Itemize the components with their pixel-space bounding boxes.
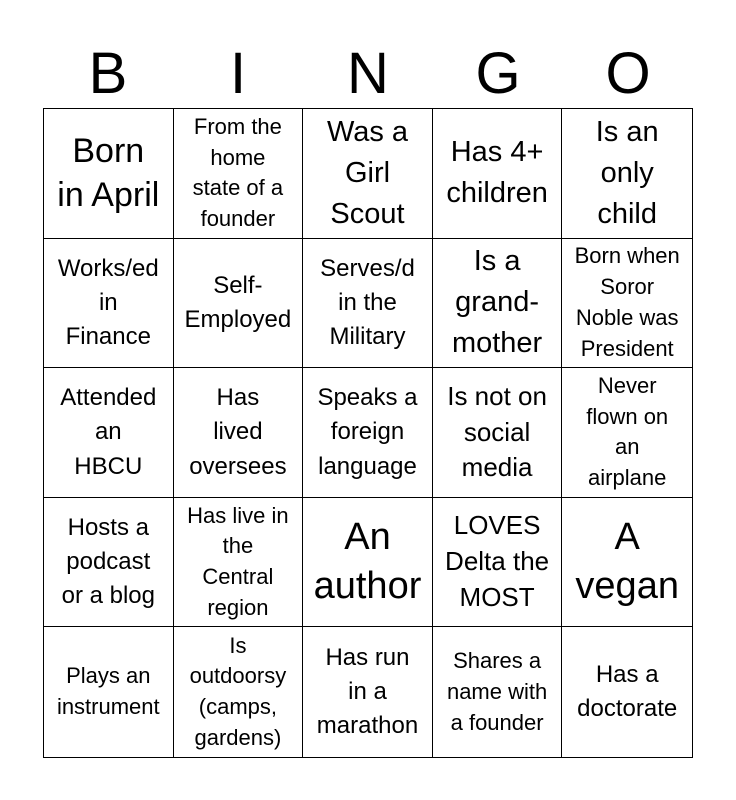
bingo-board [43, 108, 693, 758]
bingo-cell-r5-c1 [44, 627, 174, 757]
bingo-cell-r4-c4 [433, 498, 563, 628]
bingo-cell-text: Hosts a podcast or a blog [61, 513, 155, 610]
bingo-cell-text: Has a doctorate [577, 661, 678, 723]
bingo-cell-text: Has 4+ children [446, 136, 548, 210]
bingo-cell-text: Born when Soror Noble was President [574, 243, 680, 361]
bingo-cell-r3-c3 [303, 368, 433, 498]
bingo-cell-text: Born in April [57, 132, 160, 215]
bingo-cell-r3-c2 [174, 368, 304, 498]
bingo-cell-text: Has live in the Central region [187, 502, 289, 620]
bingo-cell-text: Plays an instrument [56, 663, 160, 720]
bingo-cell-text: Has run in a marathon [316, 644, 419, 740]
bingo-cell-text: Is an only child [595, 115, 659, 230]
bingo-header [43, 40, 693, 108]
bingo-cell-r4-c2 [174, 498, 304, 628]
header-letter-b: B [88, 41, 128, 106]
bingo-cell-r5-c5 [562, 627, 692, 757]
bingo-cell-text: Speaks a foreign language [317, 384, 418, 480]
bingo-cell-text: Has lived oversees [189, 384, 287, 480]
bingo-cell-r1-c4 [433, 109, 563, 239]
bingo-cell-r2-c2 [174, 239, 304, 369]
bingo-cell-r1-c3 [303, 109, 433, 239]
bingo-cell-text: A vegan [575, 515, 679, 608]
bingo-cell-r5-c4 [433, 627, 563, 757]
bingo-cell-r4-c5 [562, 498, 692, 628]
bingo-cell-text: Attended an HBCU [60, 384, 157, 480]
bingo-cell-text: Self- Employed [184, 271, 292, 333]
header-letter-n: N [347, 41, 389, 106]
bingo-cell-r2-c1 [44, 239, 174, 369]
bingo-cell-r2-c4 [433, 239, 563, 369]
bingo-cell-r1-c2 [174, 109, 304, 239]
bingo-cell-r5-c2 [174, 627, 304, 757]
bingo-cell-text: Is not on social media [447, 380, 547, 483]
bingo-cell-r2-c3 [303, 239, 433, 369]
bingo-cell-text: Was a Girl Scout [326, 115, 409, 230]
bingo-cell-text: Shares a name with a founder [446, 648, 548, 735]
header-letter-i: I [229, 41, 247, 106]
bingo-cell-r5-c3 [303, 627, 433, 757]
header-letter-o: O [605, 41, 651, 106]
bingo-cell-r2-c5 [562, 239, 692, 369]
bingo-cell-r4-c1 [44, 498, 174, 628]
bingo-cell-text: Is outdoorsy (camps, gardens) [189, 632, 287, 750]
bingo-cell-r1-c5 [562, 109, 692, 239]
bingo-cell-r4-c3 [303, 498, 433, 628]
bingo-cell-text: Works/ed in Finance [57, 254, 159, 350]
bingo-cell-text: LOVES Delta the MOST [445, 510, 550, 613]
bingo-cell-r3-c1 [44, 368, 174, 498]
bingo-cell-text: Serves/d in the Military [320, 254, 415, 350]
bingo-cell-text: From the home state of a founder [192, 113, 284, 232]
bingo-cell-text: An author [313, 515, 422, 608]
bingo-cell-r3-c4 [433, 368, 563, 498]
header-letter-g: G [475, 41, 521, 106]
bingo-cell-r3-c5 [562, 368, 692, 498]
bingo-cell-text: Is a grand- mother [451, 245, 543, 360]
bingo-cell-text: Never flown on an airplane [586, 372, 669, 491]
bingo-cell-r1-c1 [44, 109, 174, 239]
